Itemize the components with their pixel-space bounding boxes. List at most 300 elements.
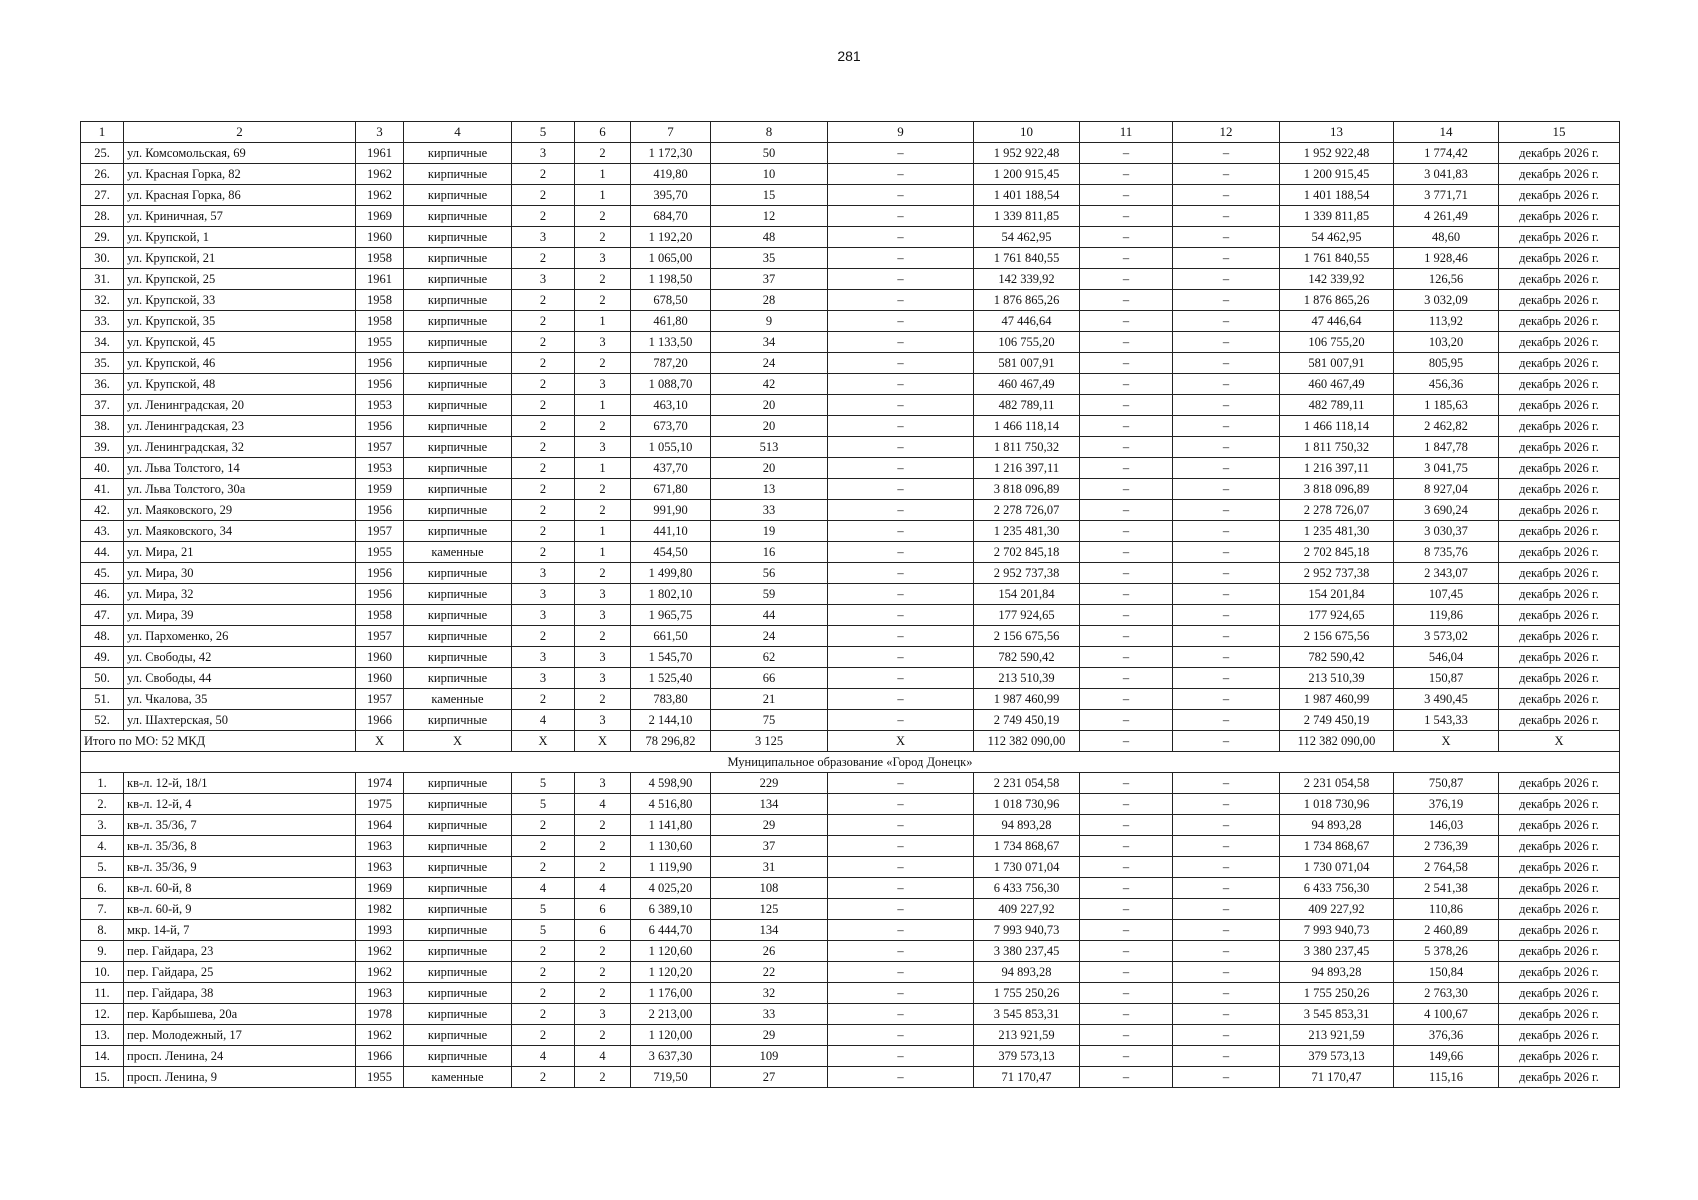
table-cell: – (1173, 668, 1280, 689)
table-row (81, 773, 1620, 794)
table-cell: 35. (81, 353, 124, 374)
column-number: 9 (828, 122, 974, 143)
table-cell: – (1080, 605, 1173, 626)
table-cell: кирпичные (404, 458, 512, 479)
table-row (81, 1067, 1620, 1088)
table-cell: 2. (81, 794, 124, 815)
table-cell: 1 (575, 311, 631, 332)
table-cell: – (1173, 269, 1280, 290)
table-cell: 1 216 397,11 (974, 458, 1080, 479)
table-row (81, 311, 1620, 332)
table-cell: 31 (711, 857, 828, 878)
table-cell: кирпичные (404, 206, 512, 227)
table-cell: 108 (711, 878, 828, 899)
table-cell: 34 (711, 332, 828, 353)
table-cell: 1 730 071,04 (1280, 857, 1394, 878)
table-cell: каменные (404, 542, 512, 563)
table-cell: 1 (575, 521, 631, 542)
address-cell: ул. Ленинградская, 20 (124, 395, 356, 416)
address-cell: ул. Чкалова, 35 (124, 689, 356, 710)
table-cell: 7 993 940,73 (974, 920, 1080, 941)
table-cell: 3 (575, 647, 631, 668)
column-number: 11 (1080, 122, 1173, 143)
table-cell: 1 525,40 (631, 668, 711, 689)
table-row (81, 962, 1620, 983)
table-cell: 71 170,47 (974, 1067, 1080, 1088)
table-cell: 1 018 730,96 (1280, 794, 1394, 815)
table-cell: – (1173, 143, 1280, 164)
table-cell: 1956 (356, 353, 404, 374)
address-cell: ул. Маяковского, 34 (124, 521, 356, 542)
table-cell: кирпичные (404, 794, 512, 815)
table-cell: – (1173, 458, 1280, 479)
table-cell: 1 216 397,11 (1280, 458, 1394, 479)
table-cell: – (828, 416, 974, 437)
total-label: Итого по МО: 52 МКД (81, 731, 356, 752)
table-cell: 42. (81, 500, 124, 521)
column-number: 8 (711, 122, 828, 143)
table-cell: – (828, 983, 974, 1004)
table-cell: 395,70 (631, 185, 711, 206)
table-cell: 2 (512, 185, 575, 206)
table-cell: 24 (711, 626, 828, 647)
table-cell: 2 (575, 500, 631, 521)
table-cell: 2 (575, 479, 631, 500)
table-cell: 125 (711, 899, 828, 920)
table-cell: декабрь 2026 г. (1499, 332, 1620, 353)
table-cell: 2 (512, 206, 575, 227)
table-cell: 45. (81, 563, 124, 584)
table-cell: 3 (512, 269, 575, 290)
table-cell: 35 (711, 248, 828, 269)
table-row (81, 185, 1620, 206)
table-cell: 3 380 237,45 (1280, 941, 1394, 962)
table-cell: 1 734 868,67 (974, 836, 1080, 857)
table-cell: – (1173, 878, 1280, 899)
address-cell: кв-л. 35/36, 7 (124, 815, 356, 836)
table-cell: 3 (512, 227, 575, 248)
table-cell: декабрь 2026 г. (1499, 374, 1620, 395)
table-cell: – (1173, 584, 1280, 605)
table-cell: 2 (575, 227, 631, 248)
table-cell: 37 (711, 269, 828, 290)
table-cell: 5 (512, 794, 575, 815)
table-cell: 6 444,70 (631, 920, 711, 941)
table-cell: 1961 (356, 269, 404, 290)
address-cell: ул. Крупской, 33 (124, 290, 356, 311)
table-cell: – (1080, 542, 1173, 563)
table-cell: 3. (81, 815, 124, 836)
table-cell: каменные (404, 1067, 512, 1088)
table-cell: 2 156 675,56 (974, 626, 1080, 647)
table-cell: 1969 (356, 878, 404, 899)
table-cell: 19 (711, 521, 828, 542)
table-cell: – (1080, 143, 1173, 164)
table-row (81, 920, 1620, 941)
table-cell: – (828, 500, 974, 521)
table-cell: 3 818 096,89 (1280, 479, 1394, 500)
table-cell: 177 924,65 (974, 605, 1080, 626)
table-cell: 376,19 (1394, 794, 1499, 815)
table-cell: – (1173, 899, 1280, 920)
table-cell: – (828, 815, 974, 836)
table-cell: 2 (575, 626, 631, 647)
table-cell: 2 (575, 983, 631, 1004)
table-cell: – (1173, 920, 1280, 941)
table-cell: 134 (711, 920, 828, 941)
table-row (81, 1046, 1620, 1067)
table-cell: 2 (512, 1025, 575, 1046)
table-cell: 28 (711, 290, 828, 311)
table-row (81, 836, 1620, 857)
table-cell: 142 339,92 (974, 269, 1080, 290)
table-cell: 3 (575, 584, 631, 605)
table-row (81, 269, 1620, 290)
address-cell: ул. Свободы, 42 (124, 647, 356, 668)
table-cell: 2 (575, 206, 631, 227)
table-cell: 1953 (356, 395, 404, 416)
table-cell: 1961 (356, 143, 404, 164)
table-cell: 3 (575, 668, 631, 689)
table-cell: – (1173, 374, 1280, 395)
table-cell: – (1173, 815, 1280, 836)
table-cell: 2 (512, 983, 575, 1004)
table-cell: декабрь 2026 г. (1499, 416, 1620, 437)
table-cell: 782 590,42 (1280, 647, 1394, 668)
table-cell: декабрь 2026 г. (1499, 185, 1620, 206)
table-cell: – (1173, 983, 1280, 1004)
table-cell: 461,80 (631, 311, 711, 332)
address-cell: ул. Пархоменко, 26 (124, 626, 356, 647)
table-cell: 6 389,10 (631, 899, 711, 920)
table-cell: 2 736,39 (1394, 836, 1499, 857)
table-cell: 3 545 853,31 (1280, 1004, 1394, 1025)
address-cell: ул. Мира, 21 (124, 542, 356, 563)
table-cell: 1. (81, 773, 124, 794)
column-number: 4 (404, 122, 512, 143)
table-cell: – (1080, 815, 1173, 836)
address-cell: ул. Красная Горка, 82 (124, 164, 356, 185)
table-cell: 25. (81, 143, 124, 164)
table-cell: – (1173, 395, 1280, 416)
total-cell: X (1394, 731, 1499, 752)
address-cell: ул. Свободы, 44 (124, 668, 356, 689)
table-cell: – (1173, 311, 1280, 332)
table-cell: 4 598,90 (631, 773, 711, 794)
table-cell: – (1080, 647, 1173, 668)
table-cell: 41. (81, 479, 124, 500)
column-number: 3 (356, 122, 404, 143)
table-row (81, 479, 1620, 500)
table-cell: – (1080, 563, 1173, 584)
table-cell: 2 278 726,07 (974, 500, 1080, 521)
table-cell: 1966 (356, 710, 404, 731)
table-cell: 4 (575, 1046, 631, 1067)
table-cell: 2 (512, 248, 575, 269)
table-cell: – (1173, 164, 1280, 185)
table-cell: 2 (575, 857, 631, 878)
table-cell: – (1173, 206, 1280, 227)
table-cell: 3 (575, 773, 631, 794)
table-cell: – (1173, 1067, 1280, 1088)
table-cell: – (828, 689, 974, 710)
address-cell: пер. Карбышева, 20а (124, 1004, 356, 1025)
address-cell: ул. Комсомольская, 69 (124, 143, 356, 164)
table-cell: – (1080, 206, 1173, 227)
table-cell: 4 025,20 (631, 878, 711, 899)
table-cell: – (1080, 983, 1173, 1004)
table-cell: 4. (81, 836, 124, 857)
table-cell: декабрь 2026 г. (1499, 647, 1620, 668)
table-cell: – (828, 920, 974, 941)
table-cell: – (828, 185, 974, 206)
table-cell: – (828, 227, 974, 248)
table-cell: 482 789,11 (1280, 395, 1394, 416)
table-row (81, 353, 1620, 374)
table-cell: 1955 (356, 1067, 404, 1088)
table-cell: 3 (512, 647, 575, 668)
table-cell: 8 735,76 (1394, 542, 1499, 563)
table-cell: 32 (711, 983, 828, 1004)
address-cell: ул. Ленинградская, 32 (124, 437, 356, 458)
table-cell: 21 (711, 689, 828, 710)
table-cell: 1 141,80 (631, 815, 711, 836)
table-cell: 2 763,30 (1394, 983, 1499, 1004)
table-cell: декабрь 2026 г. (1499, 962, 1620, 983)
table-cell: 805,95 (1394, 353, 1499, 374)
table-cell: 2 749 450,19 (1280, 710, 1394, 731)
table-cell: 673,70 (631, 416, 711, 437)
table-cell: 2 (575, 143, 631, 164)
table-cell: 1 876 865,26 (1280, 290, 1394, 311)
table-row (81, 458, 1620, 479)
table-cell: – (1173, 1046, 1280, 1067)
table-cell: 2 (575, 416, 631, 437)
table-cell: 409 227,92 (1280, 899, 1394, 920)
table-cell: 59 (711, 584, 828, 605)
table-cell: 437,70 (631, 458, 711, 479)
table-cell: 661,50 (631, 626, 711, 647)
table-cell: 1958 (356, 290, 404, 311)
total-cell: 112 382 090,00 (1280, 731, 1394, 752)
table-cell: – (1080, 248, 1173, 269)
table-row (81, 374, 1620, 395)
address-cell: кв-л. 35/36, 8 (124, 836, 356, 857)
table-cell: 4 (512, 1046, 575, 1067)
table-cell: 44. (81, 542, 124, 563)
table-cell: 1 192,20 (631, 227, 711, 248)
table-cell: 2 (512, 416, 575, 437)
table-cell: 94 893,28 (974, 962, 1080, 983)
table-cell: декабрь 2026 г. (1499, 269, 1620, 290)
table-cell: – (1080, 773, 1173, 794)
address-cell: ул. Крупской, 46 (124, 353, 356, 374)
table-cell: кирпичные (404, 647, 512, 668)
column-number: 7 (631, 122, 711, 143)
table-cell: 113,92 (1394, 311, 1499, 332)
table-cell: 94 893,28 (1280, 815, 1394, 836)
address-cell: ул. Маяковского, 29 (124, 500, 356, 521)
table-cell: 3 (512, 143, 575, 164)
table-cell: 460 467,49 (1280, 374, 1394, 395)
table-row (81, 794, 1620, 815)
table-cell: декабрь 2026 г. (1499, 710, 1620, 731)
table-cell: 2 (512, 815, 575, 836)
table-cell: – (1080, 710, 1173, 731)
table-cell: 1 811 750,32 (974, 437, 1080, 458)
table-cell: – (1080, 1046, 1173, 1067)
table-cell: 1 802,10 (631, 584, 711, 605)
table-cell: кирпичные (404, 626, 512, 647)
table-cell: кирпичные (404, 605, 512, 626)
address-cell: ул. Крупской, 45 (124, 332, 356, 353)
table-cell: 8 927,04 (1394, 479, 1499, 500)
column-number: 14 (1394, 122, 1499, 143)
table-cell: кирпичные (404, 479, 512, 500)
table-cell: 2 278 726,07 (1280, 500, 1394, 521)
table-cell: 1 543,33 (1394, 710, 1499, 731)
table-cell: 2 (575, 815, 631, 836)
address-cell: ул. Льва Толстого, 14 (124, 458, 356, 479)
table-cell: 1 466 118,14 (1280, 416, 1394, 437)
table-cell: 7. (81, 899, 124, 920)
total-cell: 3 125 (711, 731, 828, 752)
table-cell: кирпичные (404, 710, 512, 731)
table-cell: 16 (711, 542, 828, 563)
table-cell: декабрь 2026 г. (1499, 458, 1620, 479)
table-cell: 62 (711, 647, 828, 668)
table-row (81, 689, 1620, 710)
table-cell: 38. (81, 416, 124, 437)
table-cell: 48,60 (1394, 227, 1499, 248)
table-cell: 1953 (356, 458, 404, 479)
table-cell: 1974 (356, 773, 404, 794)
table-cell: кирпичные (404, 773, 512, 794)
table-cell: 2 764,58 (1394, 857, 1499, 878)
table-cell: 376,36 (1394, 1025, 1499, 1046)
table-cell: 1 (575, 164, 631, 185)
table-row (81, 500, 1620, 521)
table-row (81, 521, 1620, 542)
table-cell: кирпичные (404, 584, 512, 605)
table-cell: 40. (81, 458, 124, 479)
table-cell: декабрь 2026 г. (1499, 353, 1620, 374)
table-cell: – (828, 584, 974, 605)
table-cell: – (828, 521, 974, 542)
table-cell: 2 462,82 (1394, 416, 1499, 437)
table-cell: 2 (575, 941, 631, 962)
table-cell: декабрь 2026 г. (1499, 794, 1620, 815)
table-cell: 34. (81, 332, 124, 353)
table-cell: декабрь 2026 г. (1499, 143, 1620, 164)
table-cell: 1 755 250,26 (1280, 983, 1394, 1004)
table-cell: 20 (711, 458, 828, 479)
table-row (81, 710, 1620, 731)
table-cell: – (1080, 353, 1173, 374)
table-cell: 20 (711, 416, 828, 437)
table-cell: 50. (81, 668, 124, 689)
table-cell: кирпичные (404, 1046, 512, 1067)
table-row (81, 437, 1620, 458)
total-cell: – (1173, 731, 1280, 752)
table-cell: 149,66 (1394, 1046, 1499, 1067)
table-cell: 2 (512, 962, 575, 983)
table-cell: 213 510,39 (974, 668, 1080, 689)
table-cell: 787,20 (631, 353, 711, 374)
address-cell: кв-л. 60-й, 8 (124, 878, 356, 899)
table-cell: 671,80 (631, 479, 711, 500)
table-cell: – (828, 626, 974, 647)
table-cell: 5 (512, 773, 575, 794)
table-cell: – (828, 1067, 974, 1088)
table-cell: 1 120,00 (631, 1025, 711, 1046)
table-cell: кирпичные (404, 878, 512, 899)
table-cell: – (828, 311, 974, 332)
table-cell: 7 993 940,73 (1280, 920, 1394, 941)
table-cell: 3 545 853,31 (974, 1004, 1080, 1025)
table-row (81, 983, 1620, 1004)
table-cell: декабрь 2026 г. (1499, 1025, 1620, 1046)
table-cell: 1 185,63 (1394, 395, 1499, 416)
total-cell: X (575, 731, 631, 752)
table-row (81, 542, 1620, 563)
table-cell: 1962 (356, 164, 404, 185)
address-cell: кв-л. 35/36, 9 (124, 857, 356, 878)
table-cell: – (1173, 1025, 1280, 1046)
table-cell: 26. (81, 164, 124, 185)
table-row (81, 668, 1620, 689)
table-cell: 463,10 (631, 395, 711, 416)
table-row (81, 857, 1620, 878)
table-cell: декабрь 2026 г. (1499, 983, 1620, 1004)
table-cell: 3 (575, 1004, 631, 1025)
table-cell: – (828, 395, 974, 416)
table-cell: – (1080, 311, 1173, 332)
table-cell: декабрь 2026 г. (1499, 479, 1620, 500)
table-cell: 1 734 868,67 (1280, 836, 1394, 857)
table-cell: 1962 (356, 1025, 404, 1046)
table-cell: 2 (575, 1067, 631, 1088)
table-cell: – (828, 374, 974, 395)
table-cell: декабрь 2026 г. (1499, 899, 1620, 920)
table-cell: – (1173, 479, 1280, 500)
table-cell: 150,87 (1394, 668, 1499, 689)
table-row (81, 206, 1620, 227)
table-cell: – (1080, 689, 1173, 710)
address-cell: ул. Мира, 39 (124, 605, 356, 626)
table-cell: декабрь 2026 г. (1499, 689, 1620, 710)
table-cell: – (1173, 857, 1280, 878)
table-cell: 4 (575, 878, 631, 899)
table-cell: – (1080, 374, 1173, 395)
table-cell: 12. (81, 1004, 124, 1025)
table-cell: – (1173, 647, 1280, 668)
table-cell: – (1173, 248, 1280, 269)
table-row (81, 899, 1620, 920)
table-cell: – (1173, 416, 1280, 437)
table-cell: 1 774,42 (1394, 143, 1499, 164)
table-cell: – (1080, 962, 1173, 983)
table-cell: 1 (575, 395, 631, 416)
table-cell: 2 541,38 (1394, 878, 1499, 899)
address-cell: ул. Крупской, 25 (124, 269, 356, 290)
table-cell: 1957 (356, 437, 404, 458)
table-cell: 1 545,70 (631, 647, 711, 668)
table-cell: 1964 (356, 815, 404, 836)
address-cell: пер. Гайдара, 38 (124, 983, 356, 1004)
table-row (81, 605, 1620, 626)
table-row (81, 626, 1620, 647)
